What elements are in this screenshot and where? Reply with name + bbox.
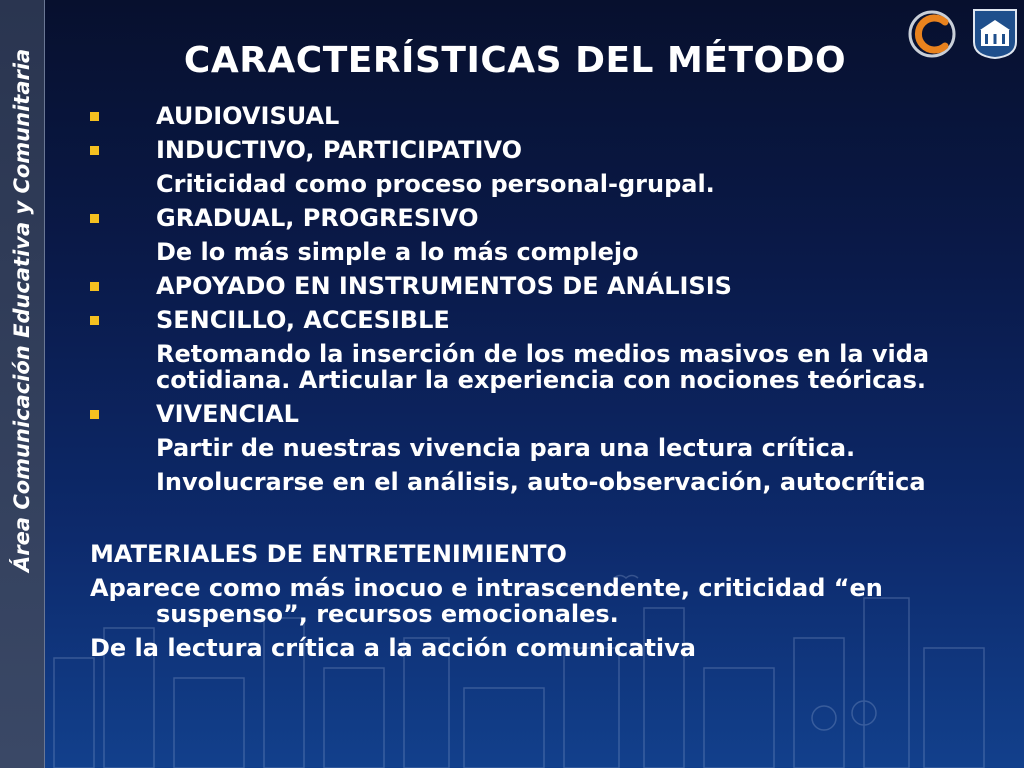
square-bullet-icon [90,214,99,223]
sub-item: Partir de nuestras vivencia para una lectura crítica. [156,434,856,462]
sidebar-text: Área Comunicación Educativa y Comunitaria [10,48,34,572]
list-item-text: INDUCTIVO, PARTICIPATIVO [156,136,522,164]
footer-text: Aparece como más inocuo e intrascendente, criticidad “en suspenso”, recursos emocionales. [90,574,883,628]
list-item-text: APOYADO EN INSTRUMENTOS DE ANÁLISIS [156,272,732,300]
list-item [90,273,970,299]
square-bullet-icon [90,112,99,121]
square-bullet-icon [90,282,99,291]
spacer [90,503,970,541]
footer-text: De la lectura crítica a la acción comunicativa [90,634,696,662]
sub-item: De lo más simple a lo más complejo [156,238,639,266]
list-item-text: SENCILLO, ACCESIBLE [156,306,450,334]
content-list [90,103,970,669]
list-item [90,401,970,427]
footer-heading: MATERIALES DE ENTRETENIMIENTO [90,540,567,568]
list-item [90,205,970,231]
square-bullet-icon [90,316,99,325]
list-item [90,307,970,333]
list-item [90,103,970,129]
square-bullet-icon [90,410,99,419]
list-item-text: VIVENCIAL [156,400,299,428]
list-item-text: AUDIOVISUAL [156,102,340,130]
square-bullet-icon [90,146,99,155]
list-item-text: GRADUAL, PROGRESIVO [156,204,479,232]
sub-item: Retomando la inserción de los medios masivos en la vida cotidiana. Articular la experiencia con nociones teóricas. [156,340,930,394]
sub-item: Criticidad como proceso personal-grupal. [156,170,715,198]
sub-item: Involucrarse en el análisis, auto-observación, autocrítica [156,468,926,496]
list-item [90,137,970,163]
university-building-logo-icon [972,8,1018,60]
slide-title: CARACTERÍSTICAS DEL MÉTODO [183,40,847,81]
sidebar-banner [0,0,45,768]
